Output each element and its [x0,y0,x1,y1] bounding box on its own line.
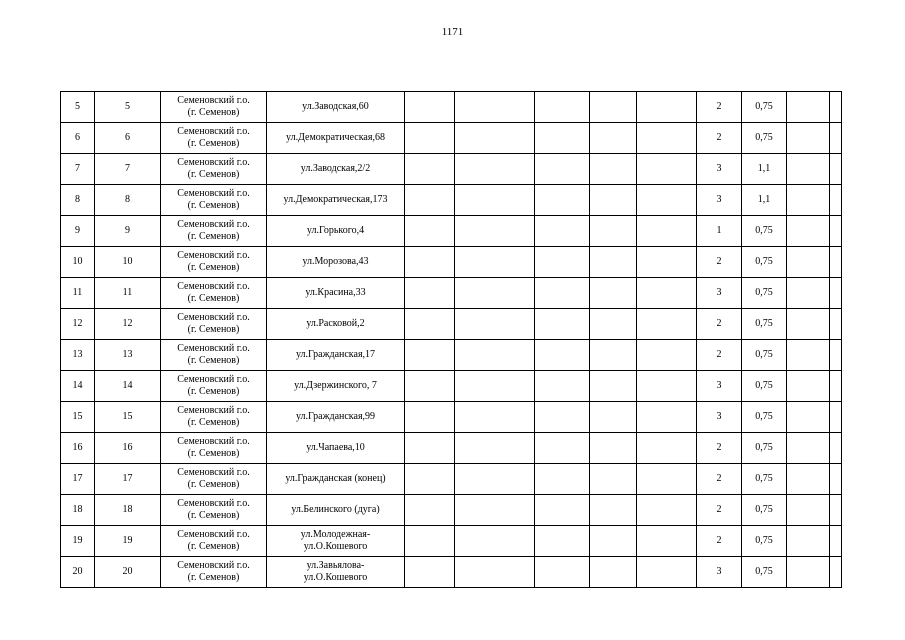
locality-line-1: Семеновский г.о. [177,188,250,199]
empty-cell [455,371,535,402]
empty-cell [637,526,697,557]
locality-cell [161,340,267,371]
row-number-cell: 15 [61,402,95,433]
count-cell: 2 [697,433,742,464]
empty-cell [405,247,455,278]
empty-cell [590,464,637,495]
table-row [61,495,842,526]
locality-line-2: (г. Семенов) [187,231,240,242]
address-cell [267,464,405,495]
empty-cell [405,278,455,309]
locality-cell [161,402,267,433]
row-number-cell: 10 [61,247,95,278]
locality-line-2: (г. Семенов) [187,262,240,273]
address-cell [267,185,405,216]
table-row [61,309,842,340]
locality-line-1: Семеновский г.о. [177,250,250,261]
address-cell [267,123,405,154]
volume-cell: 0,75 [742,247,787,278]
empty-cell [830,340,842,371]
empty-cell [455,247,535,278]
empty-cell [830,123,842,154]
locality-cell [161,464,267,495]
empty-cell [405,402,455,433]
locality-line-2: (г. Семенов) [187,386,240,397]
address-line-1: ул.Завьялова- [306,560,365,571]
empty-cell [405,216,455,247]
registry-table [60,91,842,588]
empty-cell [590,433,637,464]
count-cell: 3 [697,278,742,309]
empty-cell [590,495,637,526]
row-number-cell: 5 [61,92,95,123]
locality-line-1: Семеновский г.о. [177,529,250,540]
item-number-cell: 13 [95,340,161,371]
item-number-cell: 10 [95,247,161,278]
empty-cell [590,340,637,371]
locality-cell [161,247,267,278]
empty-cell [455,433,535,464]
table-row [61,340,842,371]
volume-cell: 0,75 [742,557,787,588]
empty-cell [637,402,697,433]
row-number-cell: 17 [61,464,95,495]
item-number-cell: 9 [95,216,161,247]
empty-cell [637,340,697,371]
volume-cell: 1,1 [742,154,787,185]
empty-cell [535,154,590,185]
empty-cell [787,526,830,557]
empty-cell [830,464,842,495]
empty-cell [405,495,455,526]
empty-cell [787,92,830,123]
empty-cell [535,464,590,495]
empty-cell [637,278,697,309]
table-row [61,402,842,433]
empty-cell [830,371,842,402]
empty-cell [405,123,455,154]
empty-cell [830,309,842,340]
row-number-cell: 19 [61,526,95,557]
volume-cell: 0,75 [742,402,787,433]
locality-line-1: Семеновский г.о. [177,126,250,137]
address-cell [267,216,405,247]
count-cell: 3 [697,402,742,433]
address-cell [267,247,405,278]
empty-cell [455,402,535,433]
row-number-cell: 6 [61,123,95,154]
locality-line-1: Семеновский г.о. [177,312,250,323]
empty-cell [455,495,535,526]
address-line-1: ул.Заводская,2/2 [300,163,371,174]
address-cell [267,402,405,433]
empty-cell [535,123,590,154]
address-line-1: ул.Красина,33 [305,287,366,298]
table-row [61,464,842,495]
empty-cell [590,402,637,433]
empty-cell [590,123,637,154]
locality-line-1: Семеновский г.о. [177,436,250,447]
empty-cell [637,92,697,123]
empty-cell [455,526,535,557]
table-row [61,247,842,278]
address-cell [267,557,405,588]
empty-cell [787,340,830,371]
locality-line-1: Семеновский г.о. [177,405,250,416]
locality-line-2: (г. Семенов) [187,293,240,304]
count-cell: 2 [697,247,742,278]
page-number: 1171 [441,26,464,38]
empty-cell [590,216,637,247]
locality-line-2: (г. Семенов) [187,355,240,366]
locality-line-2: (г. Семенов) [187,324,240,335]
empty-cell [787,371,830,402]
count-cell: 2 [697,309,742,340]
empty-cell [590,278,637,309]
locality-line-2: (г. Семенов) [187,541,240,552]
empty-cell [637,309,697,340]
locality-cell [161,185,267,216]
address-line-1: ул.Заводская,60 [302,101,369,112]
empty-cell [830,247,842,278]
locality-line-2: (г. Семенов) [187,572,240,583]
empty-cell [830,495,842,526]
table-row [61,123,842,154]
empty-cell [455,92,535,123]
locality-line-1: Семеновский г.о. [177,95,250,106]
empty-cell [830,557,842,588]
empty-cell [535,433,590,464]
row-number-cell: 9 [61,216,95,247]
row-number-cell: 11 [61,278,95,309]
address-line-1: ул.Морозова,43 [302,256,369,267]
empty-cell [637,123,697,154]
locality-cell [161,92,267,123]
empty-cell [787,216,830,247]
empty-cell [590,247,637,278]
table-row [61,526,842,557]
volume-cell: 0,75 [742,464,787,495]
empty-cell [405,526,455,557]
empty-cell [787,185,830,216]
empty-cell [830,526,842,557]
volume-cell: 0,75 [742,123,787,154]
empty-cell [830,402,842,433]
table-row [61,216,842,247]
empty-cell [535,340,590,371]
volume-cell: 0,75 [742,340,787,371]
locality-cell [161,309,267,340]
empty-cell [455,185,535,216]
count-cell: 2 [697,92,742,123]
table-row [61,92,842,123]
item-number-cell: 11 [95,278,161,309]
empty-cell [830,278,842,309]
table-row [61,154,842,185]
empty-cell [830,92,842,123]
empty-cell [535,557,590,588]
address-line-1: ул.Молодежная- [300,529,371,540]
item-number-cell: 7 [95,154,161,185]
locality-line-1: Семеновский г.о. [177,560,250,571]
volume-cell: 0,75 [742,216,787,247]
row-number-cell: 12 [61,309,95,340]
empty-cell [405,92,455,123]
empty-cell [787,433,830,464]
empty-cell [787,154,830,185]
address-line-1: ул.Демократическая,173 [283,194,388,205]
count-cell: 3 [697,371,742,402]
count-cell: 2 [697,340,742,371]
empty-cell [590,309,637,340]
empty-cell [405,464,455,495]
empty-cell [455,557,535,588]
empty-cell [455,340,535,371]
address-cell [267,340,405,371]
locality-line-1: Семеновский г.о. [177,219,250,230]
locality-line-1: Семеновский г.о. [177,374,250,385]
item-number-cell: 5 [95,92,161,123]
locality-cell [161,526,267,557]
address-line-1: ул.Расковой,2 [306,318,365,329]
address-line-1: ул.Гражданская,99 [295,411,376,422]
table-row [61,278,842,309]
empty-cell [787,557,830,588]
count-cell: 3 [697,185,742,216]
table-body [61,92,842,588]
empty-cell [637,464,697,495]
empty-cell [455,309,535,340]
empty-cell [535,247,590,278]
item-number-cell: 18 [95,495,161,526]
empty-cell [405,185,455,216]
volume-cell: 0,75 [742,371,787,402]
empty-cell [455,123,535,154]
empty-cell [455,154,535,185]
empty-cell [787,495,830,526]
locality-line-2: (г. Семенов) [187,448,240,459]
empty-cell [455,464,535,495]
item-number-cell: 16 [95,433,161,464]
empty-cell [405,154,455,185]
empty-cell [405,433,455,464]
volume-cell: 0,75 [742,278,787,309]
address-cell [267,371,405,402]
empty-cell [637,433,697,464]
empty-cell [535,309,590,340]
empty-cell [787,123,830,154]
item-number-cell: 12 [95,309,161,340]
empty-cell [637,371,697,402]
locality-line-2: (г. Семенов) [187,200,240,211]
empty-cell [590,557,637,588]
empty-cell [787,247,830,278]
table-row [61,185,842,216]
empty-cell [590,371,637,402]
address-cell [267,92,405,123]
locality-cell [161,371,267,402]
row-number-cell: 8 [61,185,95,216]
empty-cell [590,185,637,216]
locality-cell [161,433,267,464]
item-number-cell: 6 [95,123,161,154]
count-cell: 2 [697,495,742,526]
locality-cell [161,154,267,185]
address-line-1: ул.Гражданская,17 [295,349,376,360]
empty-cell [787,464,830,495]
address-line-1: ул.Демократическая,68 [286,132,385,143]
empty-cell [637,557,697,588]
empty-cell [535,92,590,123]
volume-cell: 0,75 [742,495,787,526]
address-cell [267,495,405,526]
item-number-cell: 15 [95,402,161,433]
locality-cell [161,495,267,526]
empty-cell [535,185,590,216]
empty-cell [455,278,535,309]
locality-line-1: Семеновский г.о. [177,343,250,354]
address-cell [267,433,405,464]
empty-cell [405,371,455,402]
address-line-1: ул.Чапаева,10 [306,442,365,453]
item-number-cell: 17 [95,464,161,495]
locality-line-2: (г. Семенов) [187,479,240,490]
locality-cell [161,278,267,309]
volume-cell: 0,75 [742,526,787,557]
empty-cell [455,216,535,247]
table-row [61,557,842,588]
empty-cell [405,557,455,588]
volume-cell: 0,75 [742,433,787,464]
row-number-cell: 13 [61,340,95,371]
empty-cell [535,278,590,309]
address-line-1: ул.Белинского (дуга) [291,504,380,515]
locality-line-2: (г. Семенов) [187,417,240,428]
address-line-1: ул.Дзержинского, 7 [294,380,377,391]
empty-cell [787,402,830,433]
count-cell: 2 [697,464,742,495]
locality-line-2: (г. Семенов) [187,107,240,118]
empty-cell [830,154,842,185]
item-number-cell: 14 [95,371,161,402]
volume-cell: 0,75 [742,92,787,123]
empty-cell [787,309,830,340]
empty-cell [535,526,590,557]
count-cell: 3 [697,154,742,185]
empty-cell [535,371,590,402]
locality-line-1: Семеновский г.о. [177,281,250,292]
empty-cell [637,154,697,185]
locality-line-2: (г. Семенов) [187,169,240,180]
count-cell: 2 [697,526,742,557]
item-number-cell: 19 [95,526,161,557]
row-number-cell: 16 [61,433,95,464]
empty-cell [787,278,830,309]
item-number-cell: 20 [95,557,161,588]
empty-cell [405,309,455,340]
address-cell [267,309,405,340]
empty-cell [830,216,842,247]
row-number-cell: 18 [61,495,95,526]
empty-cell [830,433,842,464]
locality-line-2: (г. Семенов) [187,510,240,521]
locality-cell [161,216,267,247]
locality-line-2: (г. Семенов) [187,138,240,149]
empty-cell [590,526,637,557]
empty-cell [535,495,590,526]
empty-cell [590,154,637,185]
table-row [61,371,842,402]
address-line-1: ул.Горького,4 [306,225,365,236]
empty-cell [637,185,697,216]
address-cell [267,278,405,309]
row-number-cell: 14 [61,371,95,402]
row-number-cell: 7 [61,154,95,185]
address-line-2: ул.О.Кошевого [303,541,368,552]
empty-cell [535,216,590,247]
locality-line-1: Семеновский г.о. [177,157,250,168]
table-row [61,433,842,464]
empty-cell [830,185,842,216]
count-cell: 3 [697,557,742,588]
empty-cell [637,247,697,278]
row-number-cell: 20 [61,557,95,588]
volume-cell: 0,75 [742,309,787,340]
empty-cell [535,402,590,433]
address-cell [267,526,405,557]
count-cell: 2 [697,123,742,154]
locality-line-1: Семеновский г.о. [177,498,250,509]
locality-cell [161,557,267,588]
item-number-cell: 8 [95,185,161,216]
empty-cell [590,92,637,123]
empty-cell [637,216,697,247]
address-cell [267,154,405,185]
locality-cell [161,123,267,154]
address-line-1: ул.Гражданская (конец) [285,473,386,484]
count-cell: 1 [697,216,742,247]
volume-cell: 1,1 [742,185,787,216]
address-line-2: ул.О.Кошевого [303,572,368,583]
empty-cell [405,340,455,371]
empty-cell [637,495,697,526]
locality-line-1: Семеновский г.о. [177,467,250,478]
